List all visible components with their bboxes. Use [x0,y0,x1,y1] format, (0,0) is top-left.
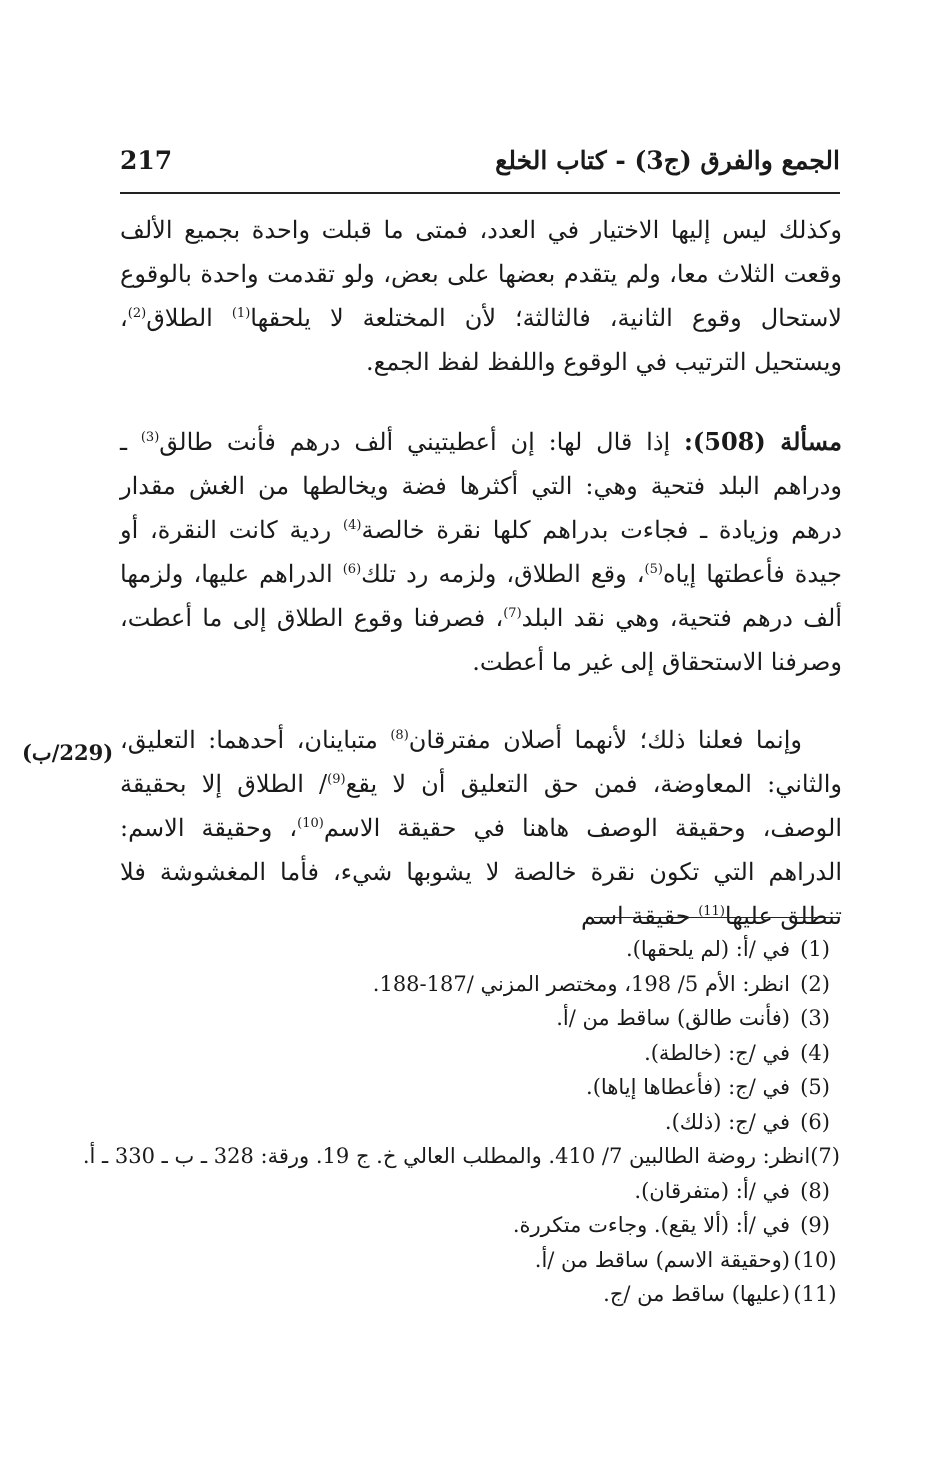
footnote-marker-4: (4) [343,518,362,533]
footnote-number: (10) [793,1247,837,1272]
paragraph-text: ردية كانت النقرة، أو جيدة فأعطتها إياه [120,516,842,588]
footnote-item [100,1208,840,1243]
footnote-divider [594,917,840,918]
paragraph-text: الطلاق [146,304,232,332]
footnote-number: (9) [800,1213,830,1237]
footnote-text: انظر: روضة الطالبين 7/ 410. والمطلب العالي خ. ج 19. ورقة: 328 ـ ب ـ 330 ـ أ. [82,1144,811,1168]
footnote-number: (1) [800,937,830,961]
footnotes-section [82,932,840,1312]
paragraph-text: وكذلك ليس إليها الاختيار في العدد، فمتى ما قبلت واحدة بجميع الألف وقعت الثلاث معا، ولم يتقدم بعضها على بعض، ولو تقدمت واحدة بالوقوع لاستحال وقوع الثانية، فالثالثة؛ لأن المختلعة لا يلحقها [120,216,842,332]
footnote-text: في /أ: (لم يلحقها). [625,937,790,961]
footnote-text: في /أ: (متفرقان). [634,1178,790,1203]
footnote-text: (فأنت طالق) ساقط من /أ. [556,1006,790,1030]
footnote-text: في /أ: (ألا يقع). وجاءت متكررة. [512,1213,790,1237]
paragraph-text: الدراهم عليها، ولزمها ألف درهم فتحية، وهي نقد البلد [120,560,843,632]
footnote-marker-6: (6) [342,562,362,577]
footnote-item [100,932,840,967]
paragraph-text: ، وحقيقة الاسم: الدراهم التي تكون نقرة خالصة لا يشوبها شيء، فأما المغشوشة فلا تنطلق عليها [120,814,842,930]
footnote-marker-9: (9) [327,772,346,787]
footnote-item [100,967,840,1002]
paragraph-text: ، ويستحيل الترتيب في الوقوع واللفظ لفظ الجمع. [120,304,842,376]
footnote-item [100,1070,840,1105]
footnote-number: (3) [800,1006,830,1030]
footnote-item [100,1174,840,1209]
footnote-marker-2: (2) [127,306,147,321]
paragraph-text: وإنما فعلنا ذلك؛ لأنهما أصلان مفترقان [408,726,802,754]
running-title: الجمع والفرق (ج3) - كتاب الخلع [495,146,840,175]
manuscript-folio-reference: (229/ب) [22,740,114,765]
footnote-text: في /ج: (فأعطاها إياها). [586,1075,790,1099]
footnote-item [100,1036,840,1071]
footnote-number: (6) [800,1109,830,1134]
footnote-number: (4) [800,1040,830,1065]
footnote-text: في /ج: (خالطة). [644,1040,790,1065]
paragraph-text: إذا قال لها: إن أعطيتيني ألف درهم فأنت طالق [159,428,685,456]
footnote-item [100,1105,840,1140]
footnote-item [100,1243,840,1278]
footnote-number: (2) [800,971,830,996]
footnote-text: (عليها) ساقط من /ج. [603,1282,790,1306]
footnote-text: (وحقيقة الاسم) ساقط من /أ. [534,1247,790,1272]
footnote-marker-1: (1) [231,306,251,321]
paragraph-text: / الطلاق إلا بحقيقة الوصف، وحقيقة الوصف هاهنا في حقيقة الاسم [120,770,843,842]
paragraph-text: حقيقة اسم [580,902,699,930]
footnote-marker-8: (8) [390,728,409,743]
paragraph-text: ، وقع الطلاق، ولزمه رد تلك [361,560,645,588]
issue-508-paragraph [120,420,842,684]
page-header [120,140,840,180]
issue-label: مسألة (508): [684,427,843,456]
footnote-number: (11) [793,1282,837,1306]
footnote-number: (5) [800,1075,830,1099]
footnote-marker-7: (7) [503,606,522,621]
footnote-marker-5: (5) [644,562,663,577]
paragraph-text: متباينان، أحدهما: التعليق، والثاني: المعاوضة، فمن حق التعليق أن لا يقع [120,726,843,798]
paragraph-text: ـ ودراهم البلد فتحية وهي: التي أكثرها فضة ويخالطها من الغش مقدار درهم وزيادة ـ فجاءت بدراهم كلها نقرة خالصة [120,428,842,544]
footnote-number: (8) [800,1178,830,1203]
header-divider [120,192,840,194]
footnote-text: انظر: الأم 5/ 198، ومختصر المزني /187-188. [372,971,790,996]
footnote-item [100,1277,840,1312]
footnote-text: في /ج: (ذلك). [664,1109,790,1134]
footnote-marker-3: (3) [140,430,160,445]
paragraph-3 [120,718,842,938]
page-number: 217 [120,146,173,175]
footnote-item [100,1001,840,1036]
footnote-marker-11: (11) [698,904,725,919]
footnote-number: (7) [810,1144,840,1168]
footnote-marker-10: (10) [297,816,324,831]
paragraph-1 [120,208,842,384]
footnote-item [82,1139,840,1174]
paragraph-text: ، فصرفنا وقوع الطلاق إلى ما أعطت، وصرفنا الاستحقاق إلى غير ما أعطت. [120,604,842,676]
